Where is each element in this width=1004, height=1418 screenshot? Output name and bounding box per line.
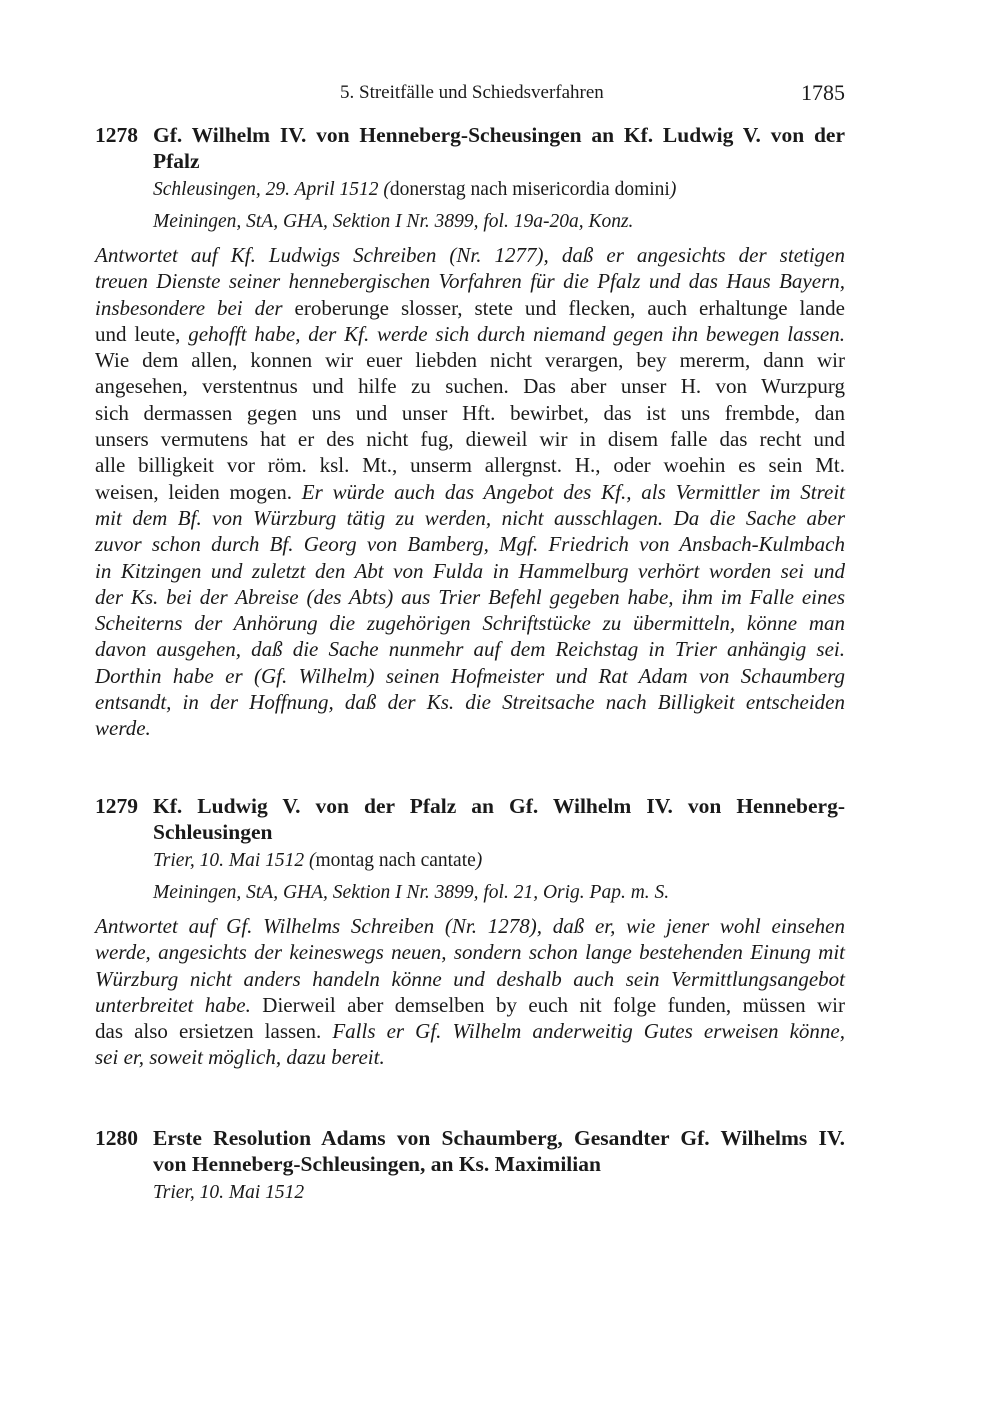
regest-text: davon ausgehen, daß die Sache nunmehr auf dem Reichstag in Trier anhängig sei.	[95, 637, 845, 662]
entry-title-line: Pfalz	[153, 149, 200, 173]
entry-1280	[95, 1125, 845, 1209]
quoted-text: unsers vermutens hat er des nicht fug, dieweil wir in disem falle das recht und	[95, 427, 845, 452]
entry-1279	[95, 793, 845, 1071]
body-line	[95, 1018, 845, 1044]
body-line	[95, 663, 845, 689]
body-line	[95, 479, 845, 505]
entry-title-line: Kf. Ludwig V. von der Pfalz an Gf. Wilhelm IV. von Henneberg-	[153, 794, 845, 818]
regest-text: Würzburg nicht anders handeln könne und deshalb auch sein Vermittlungsangebot	[95, 966, 845, 991]
body-line	[95, 715, 845, 741]
entry-number: 1279	[95, 794, 138, 818]
entry-title-line: Schleusingen	[153, 820, 273, 844]
body-line	[95, 636, 845, 662]
entry-heading	[95, 122, 845, 174]
body-line	[95, 1044, 845, 1070]
date-place: Trier, 10. Mai 1512	[153, 1182, 305, 1203]
entry-1278	[95, 122, 845, 742]
entry-date	[153, 174, 845, 206]
body-line	[95, 992, 845, 1018]
regest-text: insbesondere bei der	[95, 295, 295, 320]
regest-text: Dorthin habe er (Gf. Wilhelm) seinen Hofmeister und Rat Adam von Schaumberg	[95, 663, 845, 688]
entry-source: Meiningen, StA, GHA, Sektion I Nr. 3899, fol. 19a-20a, Konz.	[153, 211, 634, 232]
regest-text: Antwortet auf Kf. Ludwigs Schreiben (Nr. 1277), daß er angesichts der stetigen	[95, 243, 845, 267]
entry-title-line: Erste Resolution Adams von Schaumberg, Gesandter Gf. Wilhelms IV.	[153, 1126, 845, 1150]
date-place: Schleusingen, 29. April 1512 (	[153, 179, 390, 200]
body-line	[95, 452, 845, 478]
regest-text: der Ks. bei der Abreise (des Abts) aus Trier Befehl gegeben habe, ihm im Falle eines	[95, 584, 845, 609]
entry-heading	[95, 793, 845, 845]
body-line	[95, 584, 845, 610]
quoted-text: Wie dem allen, konnen wir euer liebden nicht verargen, bey mererm, dann wir	[95, 348, 845, 373]
date-original: donerstag nach misericordia domini	[389, 179, 670, 200]
body-line	[95, 242, 845, 268]
date-original: montag nach cantate	[315, 850, 476, 871]
regest-text: Antwortet auf Gf. Wilhelms Schreiben (Nr. 1278), daß er, wie jener wohl einsehen	[95, 914, 845, 938]
regest-text: gehofft habe, der Kf. werde sich durch niemand gegen ihn bewegen lassen.	[188, 321, 845, 346]
entry-body	[95, 913, 845, 1071]
regest-text: werde, angesichts der keineswegs neuen, sondern schon lange bestehenden Einung mit	[95, 940, 845, 965]
regest-text: sei er, soweit möglich, dazu bereit.	[95, 1045, 385, 1070]
quoted-text: alle billigkeit vor röm. ksl. Mt., unserm allergnst. H., oder woehin es sein Mt.	[95, 453, 845, 478]
quoted-text: das also ersietzen lassen.	[95, 1019, 333, 1044]
quoted-text: weisen, leiden mogen.	[95, 479, 302, 504]
body-line	[95, 321, 845, 347]
running-title: 5. Streitfälle und Schiedsverfahren	[340, 82, 604, 103]
entry-title	[153, 1125, 845, 1177]
entry-number: 1280	[95, 1126, 138, 1150]
entry-heading	[95, 1125, 845, 1177]
body-line	[95, 295, 845, 321]
regest-text: unterbreitet habe.	[95, 992, 263, 1017]
quoted-text: sich dermassen gegen uns und unser Hft. bewirbet, das ist uns frembde, dan	[95, 400, 845, 425]
date-close: )	[669, 179, 677, 200]
regest-text: entsandt, in der Hoffnung, daß der Ks. die Streitsache nach Billigkeit entscheiden	[95, 690, 845, 715]
entry-title	[153, 122, 845, 174]
body-line	[95, 558, 845, 584]
body-line	[95, 268, 845, 294]
body-line	[95, 531, 845, 557]
quoted-text: eroberunge slosser, stete und flecken, auch erhaltunge lande	[294, 295, 845, 320]
page-number: 1785	[801, 80, 845, 105]
regest-text: in Kitzingen und zuletzt den Abt von Fulda in Hammelburg verhört worden sei und	[95, 558, 845, 583]
entry-title-line: Gf. Wilhelm IV. von Henneberg-Scheusingen an Kf. Ludwig V. von der	[153, 123, 845, 147]
entry-date	[153, 1177, 845, 1209]
date-close: )	[475, 850, 483, 871]
entry-body	[95, 242, 845, 742]
quoted-text: angesehen, verstentnus und hilfe zu suchen. Das aber unser H. von Wurzpurg	[95, 374, 845, 399]
entry-date	[153, 845, 845, 877]
body-line	[95, 913, 845, 939]
entry-title	[153, 793, 845, 845]
regest-text: zuvor schon durch Bf. Georg von Bamberg, Mgf. Friedrich von Ansbach-Kulmbach	[95, 532, 845, 557]
quoted-text: und leute,	[95, 321, 189, 346]
body-line	[95, 426, 845, 452]
running-header	[95, 80, 845, 110]
body-line	[95, 939, 845, 965]
regest-text: Scheiterns der Anhörung die zugehörigen Schriftstücke zu übermitteln, könne man	[95, 611, 845, 636]
regest-text: Er würde auch das Angebot des Kf., als Vermittler im Streit	[301, 479, 846, 504]
body-line	[95, 373, 845, 399]
regest-text: werde.	[95, 716, 151, 741]
entry-number: 1278	[95, 123, 138, 147]
regest-text: treuen Dienste seiner hennebergischen Vorfahren für die Pfalz und das Haus Bayern,	[95, 269, 845, 294]
regest-text: Falls er Gf. Wilhelm anderweitig Gutes erweisen könne,	[332, 1019, 846, 1044]
entry-source: Meiningen, StA, GHA, Sektion I Nr. 3899, fol. 21, Orig. Pap. m. S.	[153, 882, 670, 903]
body-line	[95, 505, 845, 531]
date-place: Trier, 10. Mai 1512 (	[153, 850, 316, 871]
body-line	[95, 347, 845, 373]
body-line	[95, 400, 845, 426]
body-line	[95, 689, 845, 715]
quoted-text: Dierweil aber demselben by euch nit folge funden, müssen wir	[262, 992, 845, 1017]
body-line	[95, 610, 845, 636]
body-line	[95, 966, 845, 992]
entry-title-line: von Henneberg-Schleusingen, an Ks. Maximilian	[153, 1152, 601, 1176]
regest-text: mit dem Bf. von Würzburg tätig zu werden, nicht ausschlagen. Da die Sache aber	[95, 505, 845, 530]
